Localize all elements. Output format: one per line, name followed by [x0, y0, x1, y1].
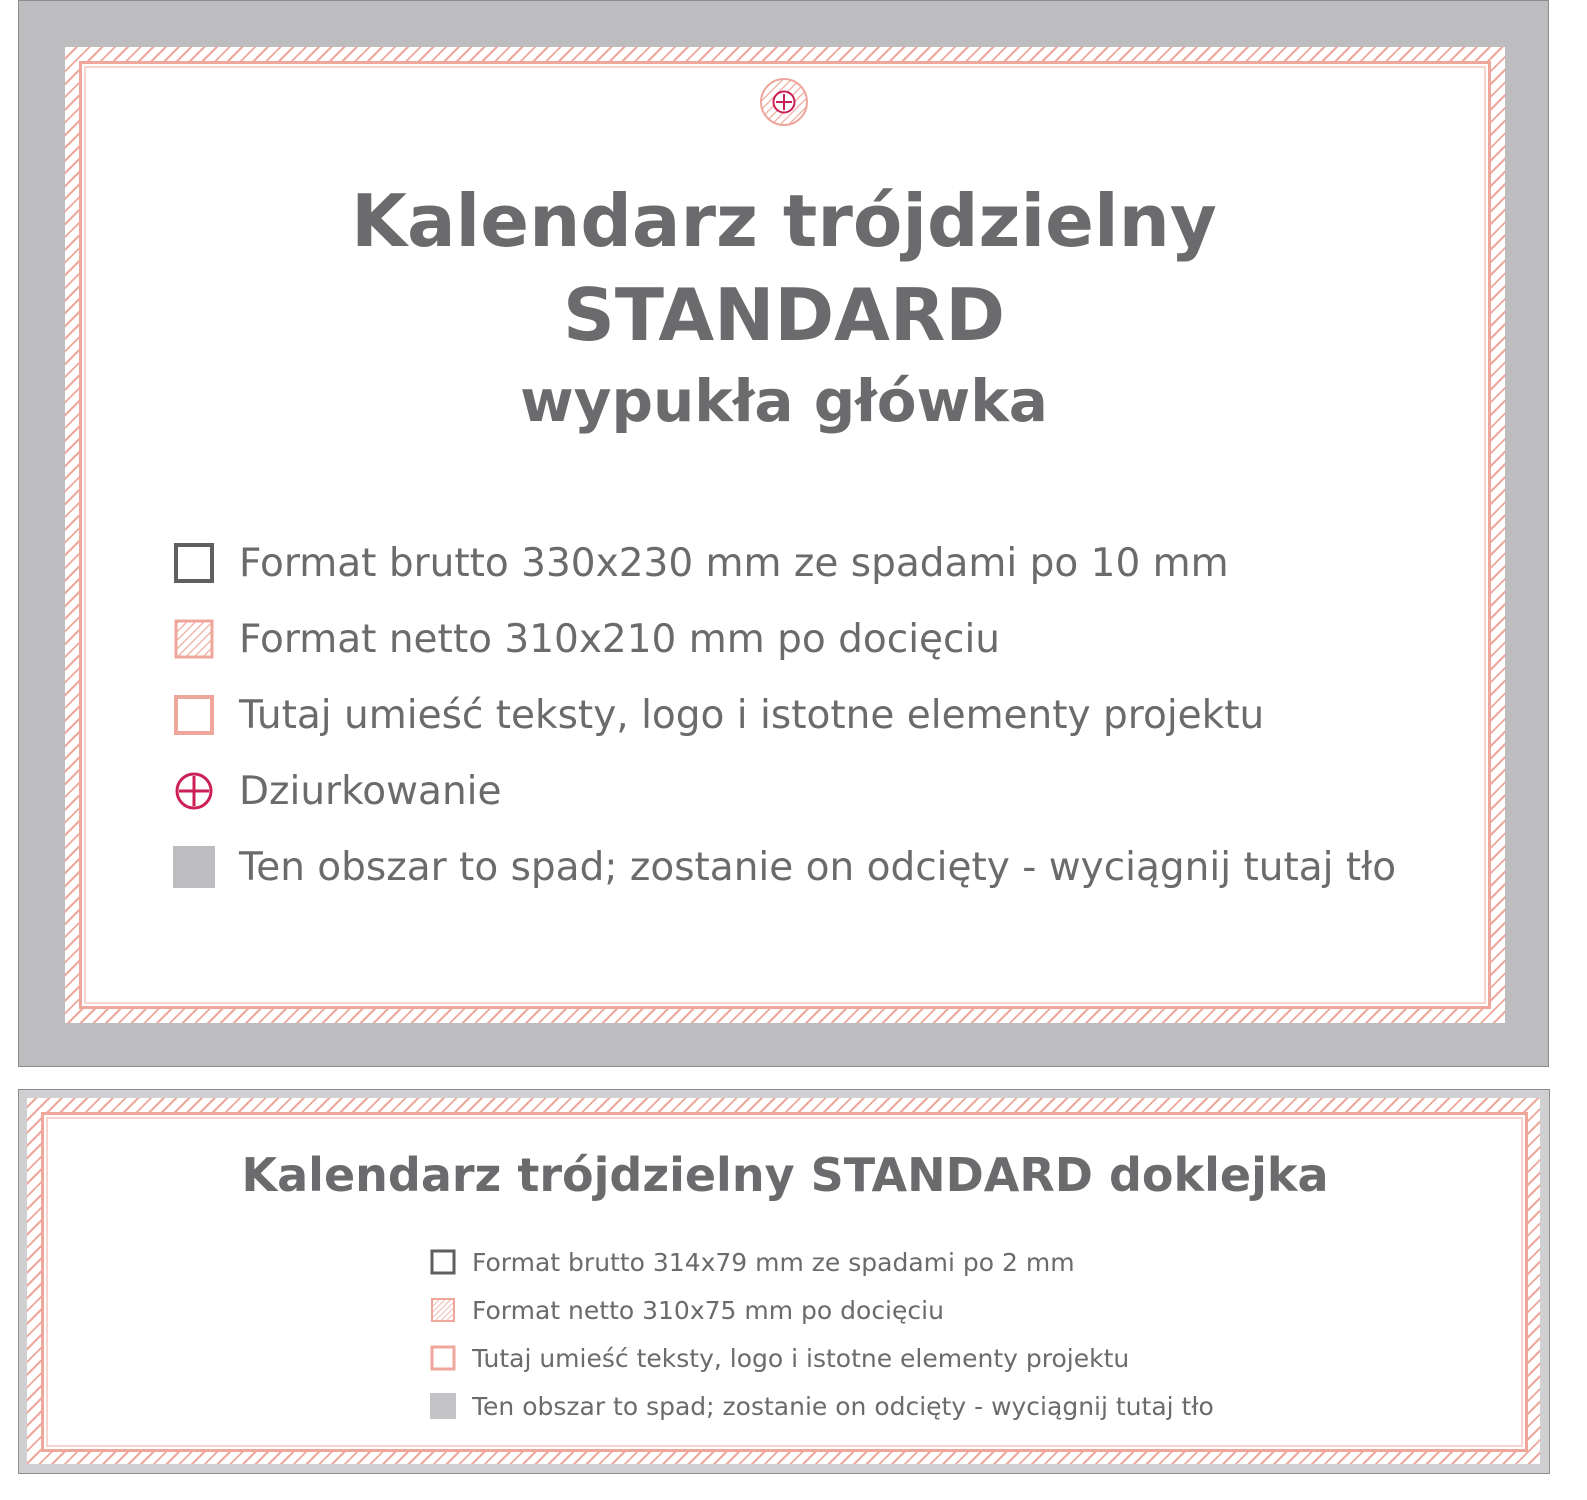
legend-item-brutto [430, 1238, 1214, 1286]
legend-item-bleed [430, 1382, 1214, 1430]
page-title: Kalendarz trójdzielny [351, 179, 1217, 263]
page-title-variant: STANDARD [562, 273, 1006, 357]
sticker-template-panel [18, 1089, 1550, 1474]
legend-item-netto [173, 601, 1396, 677]
legend-item-netto [430, 1286, 1214, 1334]
legend-text: Ten obszar to spad; zostanie on odcięty - wyciągnij tutaj tło [239, 844, 1397, 890]
pink-square-icon [430, 1345, 456, 1371]
sticker-title: Kalendarz trójdzielny STANDARD doklejka [241, 1148, 1329, 1202]
legend-text: Dziurkowanie [239, 768, 502, 814]
punch-hole-icon [759, 77, 809, 127]
pink-square-icon [173, 694, 215, 736]
legend-text: Format netto 310x75 mm po docięciu [472, 1295, 944, 1325]
legend [173, 525, 1396, 905]
legend-text: Tutaj umieść teksty, logo i istotne elementy projektu [472, 1343, 1130, 1373]
legend-text: Tutaj umieść teksty, logo i istotne elementy projektu [239, 692, 1265, 738]
punch-hole-icon [173, 770, 215, 812]
legend-item-punching [173, 753, 1396, 829]
gray-square-icon [430, 1393, 456, 1419]
legend-item-bleed [173, 829, 1396, 905]
legend-text: Ten obszar to spad; zostanie on odcięty - wyciągnij tutaj tło [472, 1391, 1214, 1421]
legend-text: Format brutto 314x79 mm ze spadami po 2 mm [472, 1247, 1075, 1277]
sticker-legend [430, 1238, 1214, 1430]
hatched-square-icon [173, 618, 215, 660]
calendar-template-panel [18, 0, 1549, 1067]
legend-item-safe-area [173, 677, 1396, 753]
gray-square-icon [173, 846, 215, 888]
legend-text: Format netto 310x210 mm po docięciu [239, 616, 1001, 662]
page-subtitle: wypukła główka [520, 367, 1048, 435]
legend-item-safe-area [430, 1334, 1214, 1382]
outline-square-icon [430, 1249, 456, 1275]
hatched-square-icon [430, 1297, 456, 1323]
legend-item-brutto [173, 525, 1396, 601]
legend-text: Format brutto 330x230 mm ze spadami po 10 mm [239, 540, 1229, 586]
outline-square-icon [173, 542, 215, 584]
